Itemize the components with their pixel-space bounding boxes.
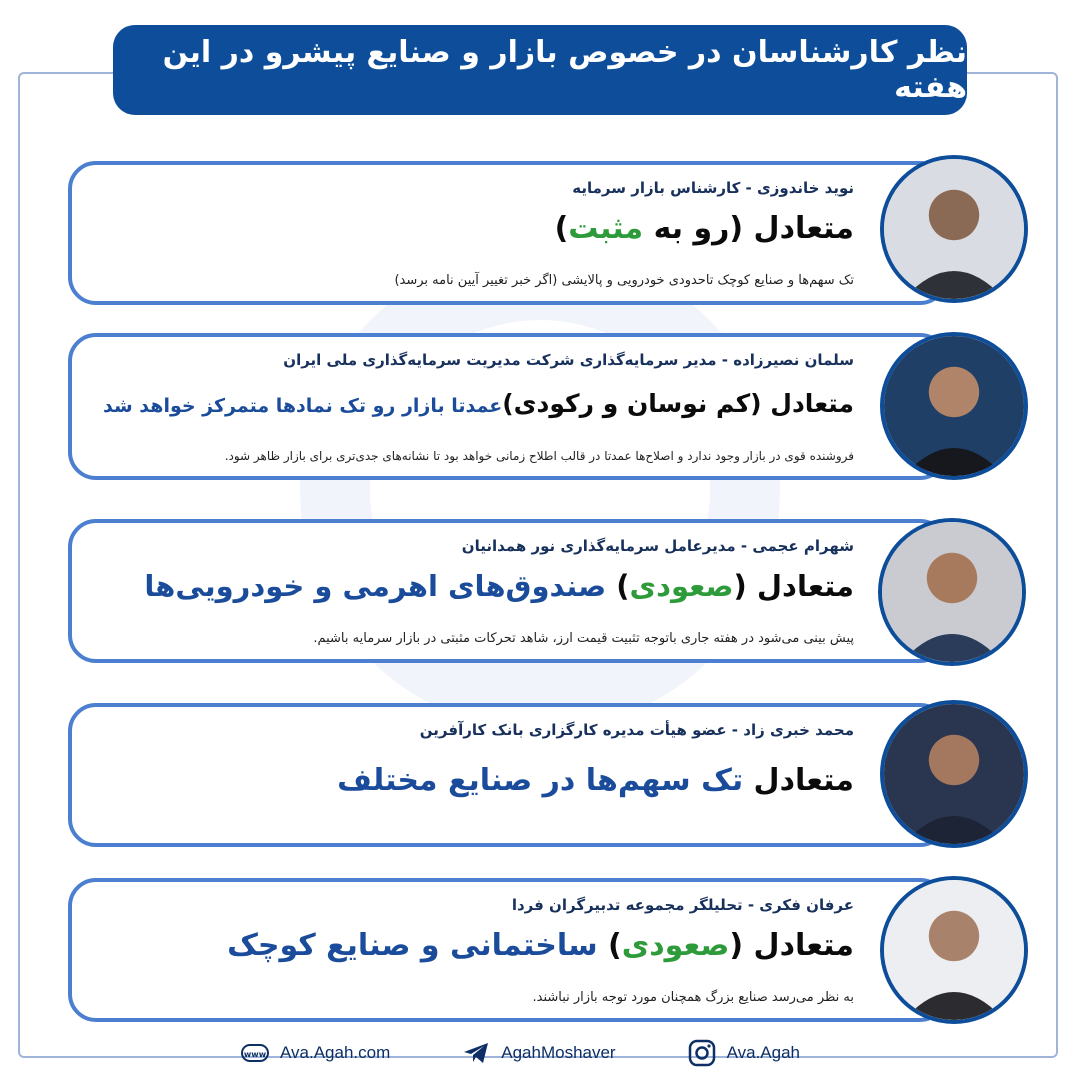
expert-description: تک سهم‌ها و صنایع کوچک تاحدودی خودرویی و پالایشی (اگر خبر تغییر آیین نامه برسد) [394,273,854,288]
www-icon [240,1038,270,1068]
footer-telegram[interactable] [461,1038,615,1068]
expert-photo [880,876,1028,1024]
expert-card [68,878,948,1022]
expert-card [68,333,948,480]
expert-name: شهرام عجمی - مدیرعامل سرمایه‌گذاری نور همدانیان [461,537,854,555]
footer-instagram[interactable] [687,1038,800,1068]
page-title: نظر کارشناسان در خصوص بازار و صنایع پیشرو در این هفته [113,25,967,115]
footer-website[interactable] [240,1038,390,1068]
telegram-label: AgahMoshaver [501,1043,616,1062]
expert-headline: متعادل (رو به مثبت) [554,211,854,246]
expert-card [68,161,948,305]
expert-headline: متعادل (صعودی) صندوق‌های اهرمی و خودرویی‌ها [144,569,854,603]
expert-photo [878,518,1026,666]
telegram-icon [461,1038,491,1068]
svg-text:www: www [243,1050,267,1059]
expert-headline: متعادل تک سهم‌ها در صنایع مختلف [337,763,854,798]
expert-description: فروشنده قوی در بازار وجود ندارد و اصلاح‌ها عمدتا در قالب اطلاح زمانی خواهد بود تا نشانه‌های جدی‌تری برای بازار ظاهر شود. [224,449,854,463]
expert-name: نوید خاندوزی - کارشناس بازار سرمایه [572,179,854,197]
expert-photo [880,700,1028,848]
expert-headline: متعادل (کم نوسان و رکودی)عمدتا بازار رو تک نمادها متمرکز خواهد شد [103,389,854,418]
expert-name: عرفان فکری - تحلیلگر مجموعه تدبیرگران فردا [511,896,854,914]
expert-name: سلمان نصیرزاده - مدیر سرمایه‌گذاری شرکت مدیریت سرمایه‌گذاری ملی ایران [283,351,854,369]
expert-description: پیش بینی می‌شود در هفته جاری باتوجه تثبیت قیمت ارز، شاهد تحرکات مثبتی در بازار سرمایه باشیم. [313,631,854,646]
expert-description: به نظر می‌رسد صنایع بزرگ همچنان مورد توجه بازار نباشند. [532,990,854,1005]
footer [240,1038,800,1068]
expert-name: محمد خبری زاد - عضو هیأت مدیره کارگزاری بانک کارآفرین [419,721,854,739]
expert-photo [880,332,1028,480]
expert-card [68,703,948,847]
instagram-icon [687,1038,717,1068]
instagram-label: Ava.Agah [726,1043,800,1062]
expert-card [68,519,948,663]
expert-headline: متعادل (صعودی) ساختمانی و صنایع کوچک [227,928,854,963]
website-label: Ava.Agah.com [280,1043,391,1062]
expert-photo [880,155,1028,303]
